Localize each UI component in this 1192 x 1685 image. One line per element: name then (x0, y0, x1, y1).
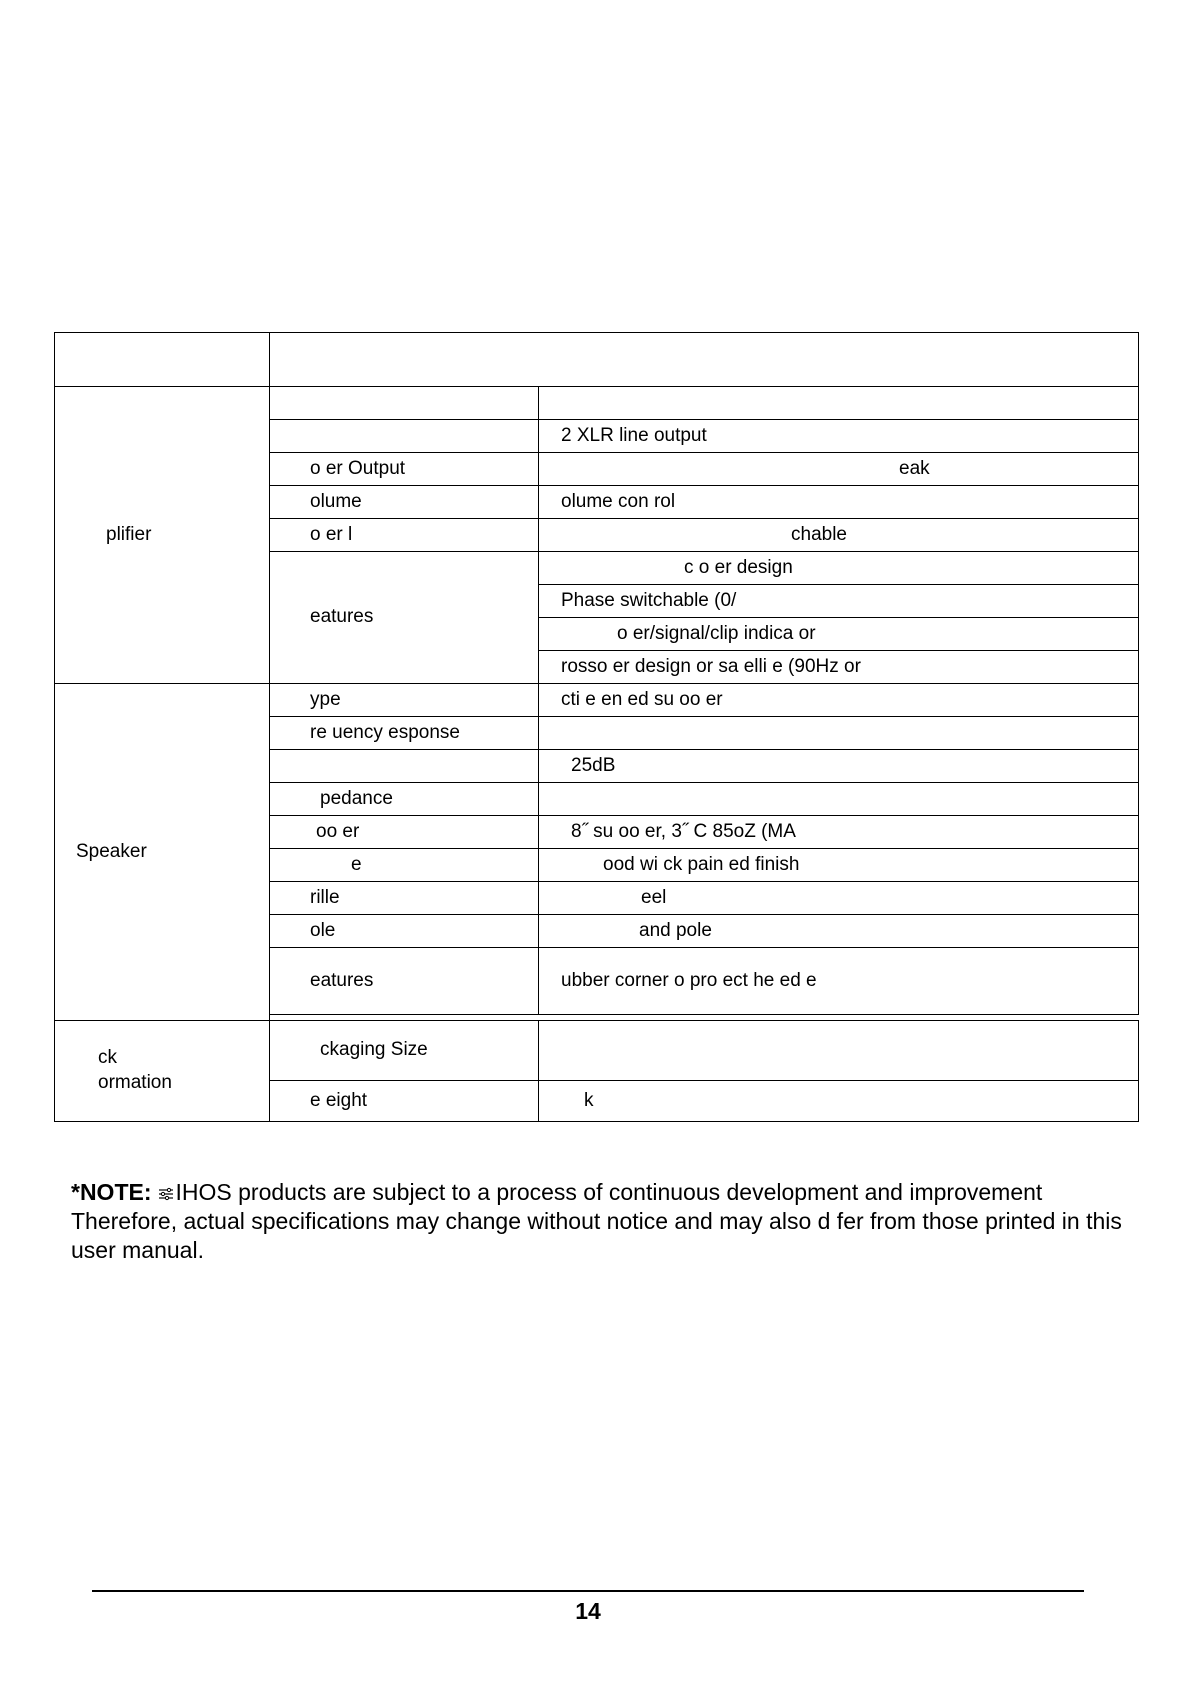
spec-label: ckaging Size (270, 1021, 539, 1081)
spec-value (539, 783, 1139, 816)
spec-value: ubber corner o pro ect he ed e (539, 948, 1139, 1015)
page-number: 14 (575, 1598, 601, 1624)
spec-label: eatures (270, 948, 539, 1015)
spec-label: e (270, 849, 539, 882)
spec-value: olume con rol (539, 486, 1139, 519)
note-paragraph (71, 1178, 1131, 1265)
spec-value: k (539, 1081, 1139, 1122)
note-label: *NOTE: (71, 1179, 152, 1205)
spec-value: 8˝ su oo er, 3˝ C 85oZ (MA (539, 816, 1139, 849)
spec-label: o er Output (270, 453, 539, 486)
spec-value: c o er design (539, 552, 1139, 585)
spec-label (270, 750, 539, 783)
spec-value: chable (539, 519, 1139, 552)
note-text: IHOS products are subject to a process of continuous development and improvement Therefore, actual specifications may change without notice and may also d fer from those printed in this user manual. (71, 1179, 1122, 1263)
brand-logo-icon (158, 1187, 174, 1201)
spec-value: eak (539, 453, 1139, 486)
spec-label (270, 420, 539, 453)
spec-label: ole (270, 915, 539, 948)
spec-table (54, 332, 1139, 1122)
section-pack-line1: ck (98, 1047, 117, 1069)
spec-label: re uency esponse (270, 717, 539, 750)
spec-label-features: eatures (270, 552, 539, 684)
spec-label: olume (270, 486, 539, 519)
spec-value (539, 717, 1139, 750)
spec-value: 25dB (539, 750, 1139, 783)
spec-label: oo er (270, 816, 539, 849)
table-row (55, 387, 1139, 420)
section-pack-line2: ormation (98, 1072, 172, 1093)
spec-label (270, 387, 539, 420)
section-amplifier: plifier (55, 387, 270, 684)
spec-value: 2 XLR line output (539, 420, 1139, 453)
header-right-cell (270, 333, 1139, 387)
table-row (55, 1021, 1139, 1081)
spec-label: rille (270, 882, 539, 915)
section-speaker: Speaker (55, 684, 270, 1021)
spec-value (539, 387, 1139, 420)
spec-value: rosso er design or sa elli e (90Hz or (539, 651, 1139, 684)
spec-label: e eight (270, 1081, 539, 1122)
spec-value: and pole (539, 915, 1139, 948)
table-header-row (55, 333, 1139, 387)
footer-divider (92, 1590, 1084, 1592)
table-row (55, 684, 1139, 717)
spec-value: Phase switchable (0/ (539, 585, 1139, 618)
header-left-cell (55, 333, 270, 387)
section-pack (55, 1021, 270, 1122)
spec-value: o er/signal/clip indica or (539, 618, 1139, 651)
spec-label: ype (270, 684, 539, 717)
spec-value: cti e en ed su oo er (539, 684, 1139, 717)
spec-label: pedance (270, 783, 539, 816)
spec-value: ood wi ck pain ed finish (539, 849, 1139, 882)
spec-label: o er l (270, 519, 539, 552)
spec-value (539, 1021, 1139, 1081)
spec-value: eel (539, 882, 1139, 915)
